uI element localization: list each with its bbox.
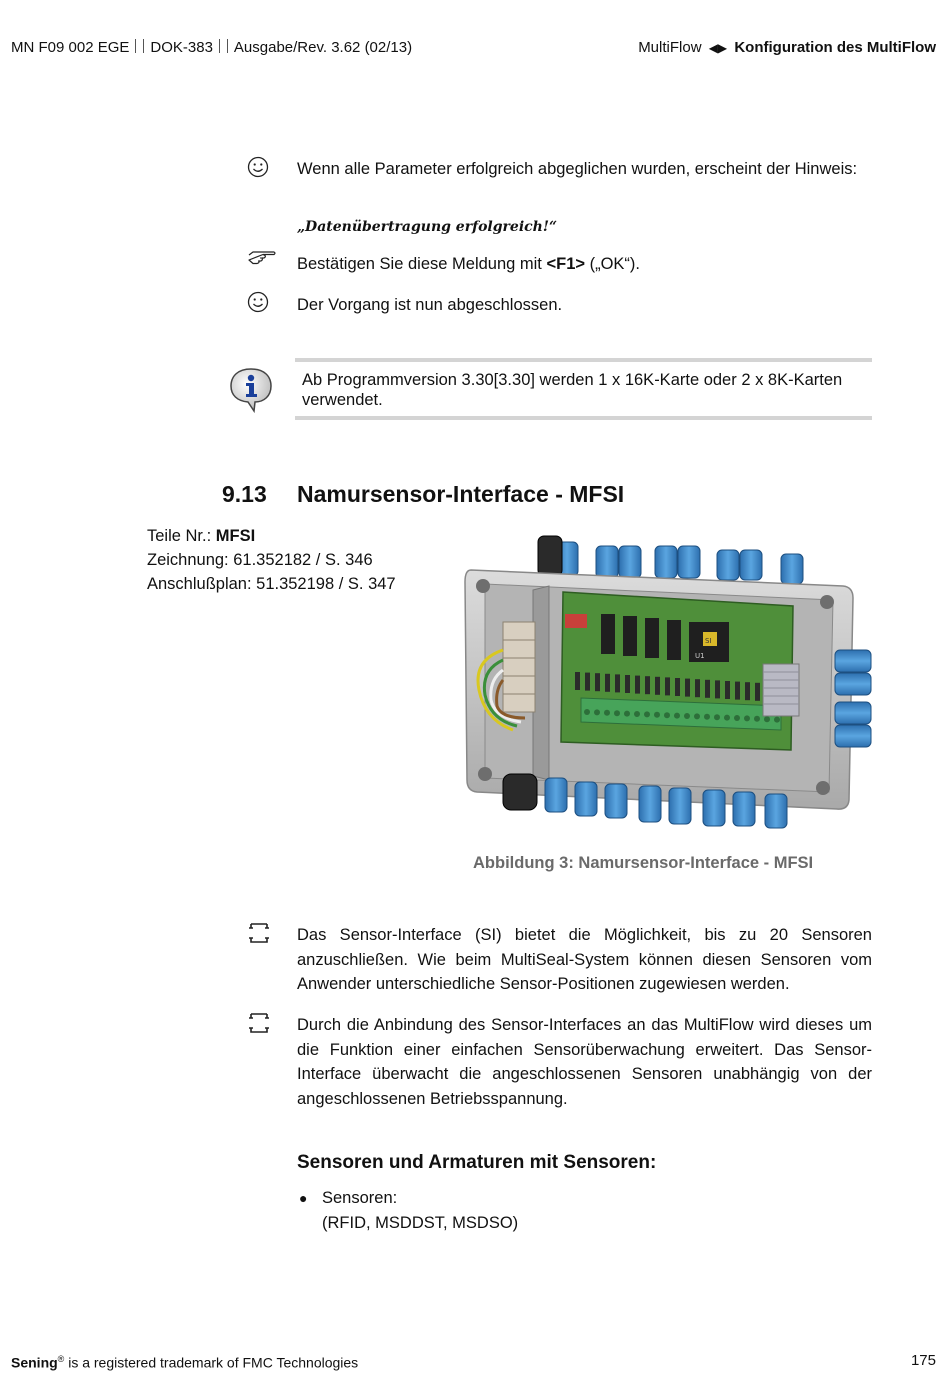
step-complete-text: Der Vorgang ist nun abgeschlossen. (297, 296, 563, 314)
brand-name: Sening (11, 1354, 58, 1371)
key-f1: <F1> (546, 255, 586, 273)
wiring-reference: Anschlußplan: 51.352198 / S. 347 (147, 575, 396, 593)
bullet-icon: ● (299, 1190, 308, 1206)
footer-trademark: Sening® is a registered trademark of FMC Technologies (11, 1354, 359, 1371)
pointing-hand-icon (247, 245, 277, 267)
page-number: 175 (910, 1352, 936, 1369)
sensor-interface-paragraph: Das Sensor-Interface (SI) bietet die Möglichkeit, bis zu 20 Sensoren anzuschließen. Wie beim MultiSeal-System können diesen Sensoren vom Anwender unterschiedliche Sensor-Positionen zugewiesen werden. (297, 926, 872, 993)
board-label-si: SI (705, 637, 712, 645)
smiley-icon (247, 156, 269, 178)
header-separator (219, 39, 228, 53)
chapter-title: Konfiguration des MultiFlow (734, 39, 936, 56)
board-label-u1: U1 (695, 652, 705, 660)
drawing-reference: Zeichnung: 61.352182 / S. 346 (147, 551, 373, 569)
dok-number: DOK-383 (150, 39, 213, 56)
mfsi-device-image (463, 530, 876, 832)
header-separator (135, 39, 144, 53)
frame-marker-icon (247, 1012, 271, 1034)
step-result-text: Wenn alle Parameter erfolgreich abgeglichen wurden, erscheint der Hinweis: (297, 160, 858, 178)
doc-id: MN F09 002 EGE (11, 39, 130, 56)
page-header-right (638, 39, 936, 56)
part-number-line: Teile Nr.: MFSI (147, 527, 256, 545)
sensors-heading: Sensoren und Armaturen mit Sensoren: (297, 1152, 657, 1173)
figure-caption: Abbildung 3: Namursensor-Interface - MFSI (473, 854, 814, 872)
page-header-left (11, 39, 412, 56)
sensor-list-item (322, 1186, 518, 1235)
smiley-icon (247, 291, 269, 313)
product-name: MultiFlow (638, 39, 702, 56)
section-title: Namursensor-Interface - MFSI (297, 481, 625, 507)
connection-paragraph: Durch die Anbindung des Sensor-Interfaces an das MultiFlow wird dieses um die Funktion einer einfachen Sensorüberwachung erweitert. Das Sensor-Interface überwacht die angeschlossenen Sensoren unabhängig von der angeschlossenen Betriebsspannung. (297, 1016, 872, 1108)
success-message: „Datenübertragung erfolgreich!“ (297, 219, 558, 235)
revision: Ausgabe/Rev. 3.62 (02/13) (233, 39, 413, 56)
nav-arrows-icon: ◀▶ (708, 41, 728, 55)
sensor-item-values: (RFID, MSDDST, MSDSO) (322, 1213, 519, 1232)
section-number: 9.13 (222, 481, 267, 507)
sensor-item-label: Sensoren: (322, 1189, 398, 1207)
frame-marker-icon (247, 922, 271, 944)
info-note-text: Ab Programmversion 3.30[3.30] werden 1 x 16K-Karte oder 2 x 8K-Karten verwendet. (302, 371, 843, 409)
part-number: MFSI (215, 527, 256, 545)
info-icon (228, 366, 274, 414)
confirm-instruction: Bestätigen Sie diese Meldung mit <F1> („OK“). (297, 255, 641, 273)
